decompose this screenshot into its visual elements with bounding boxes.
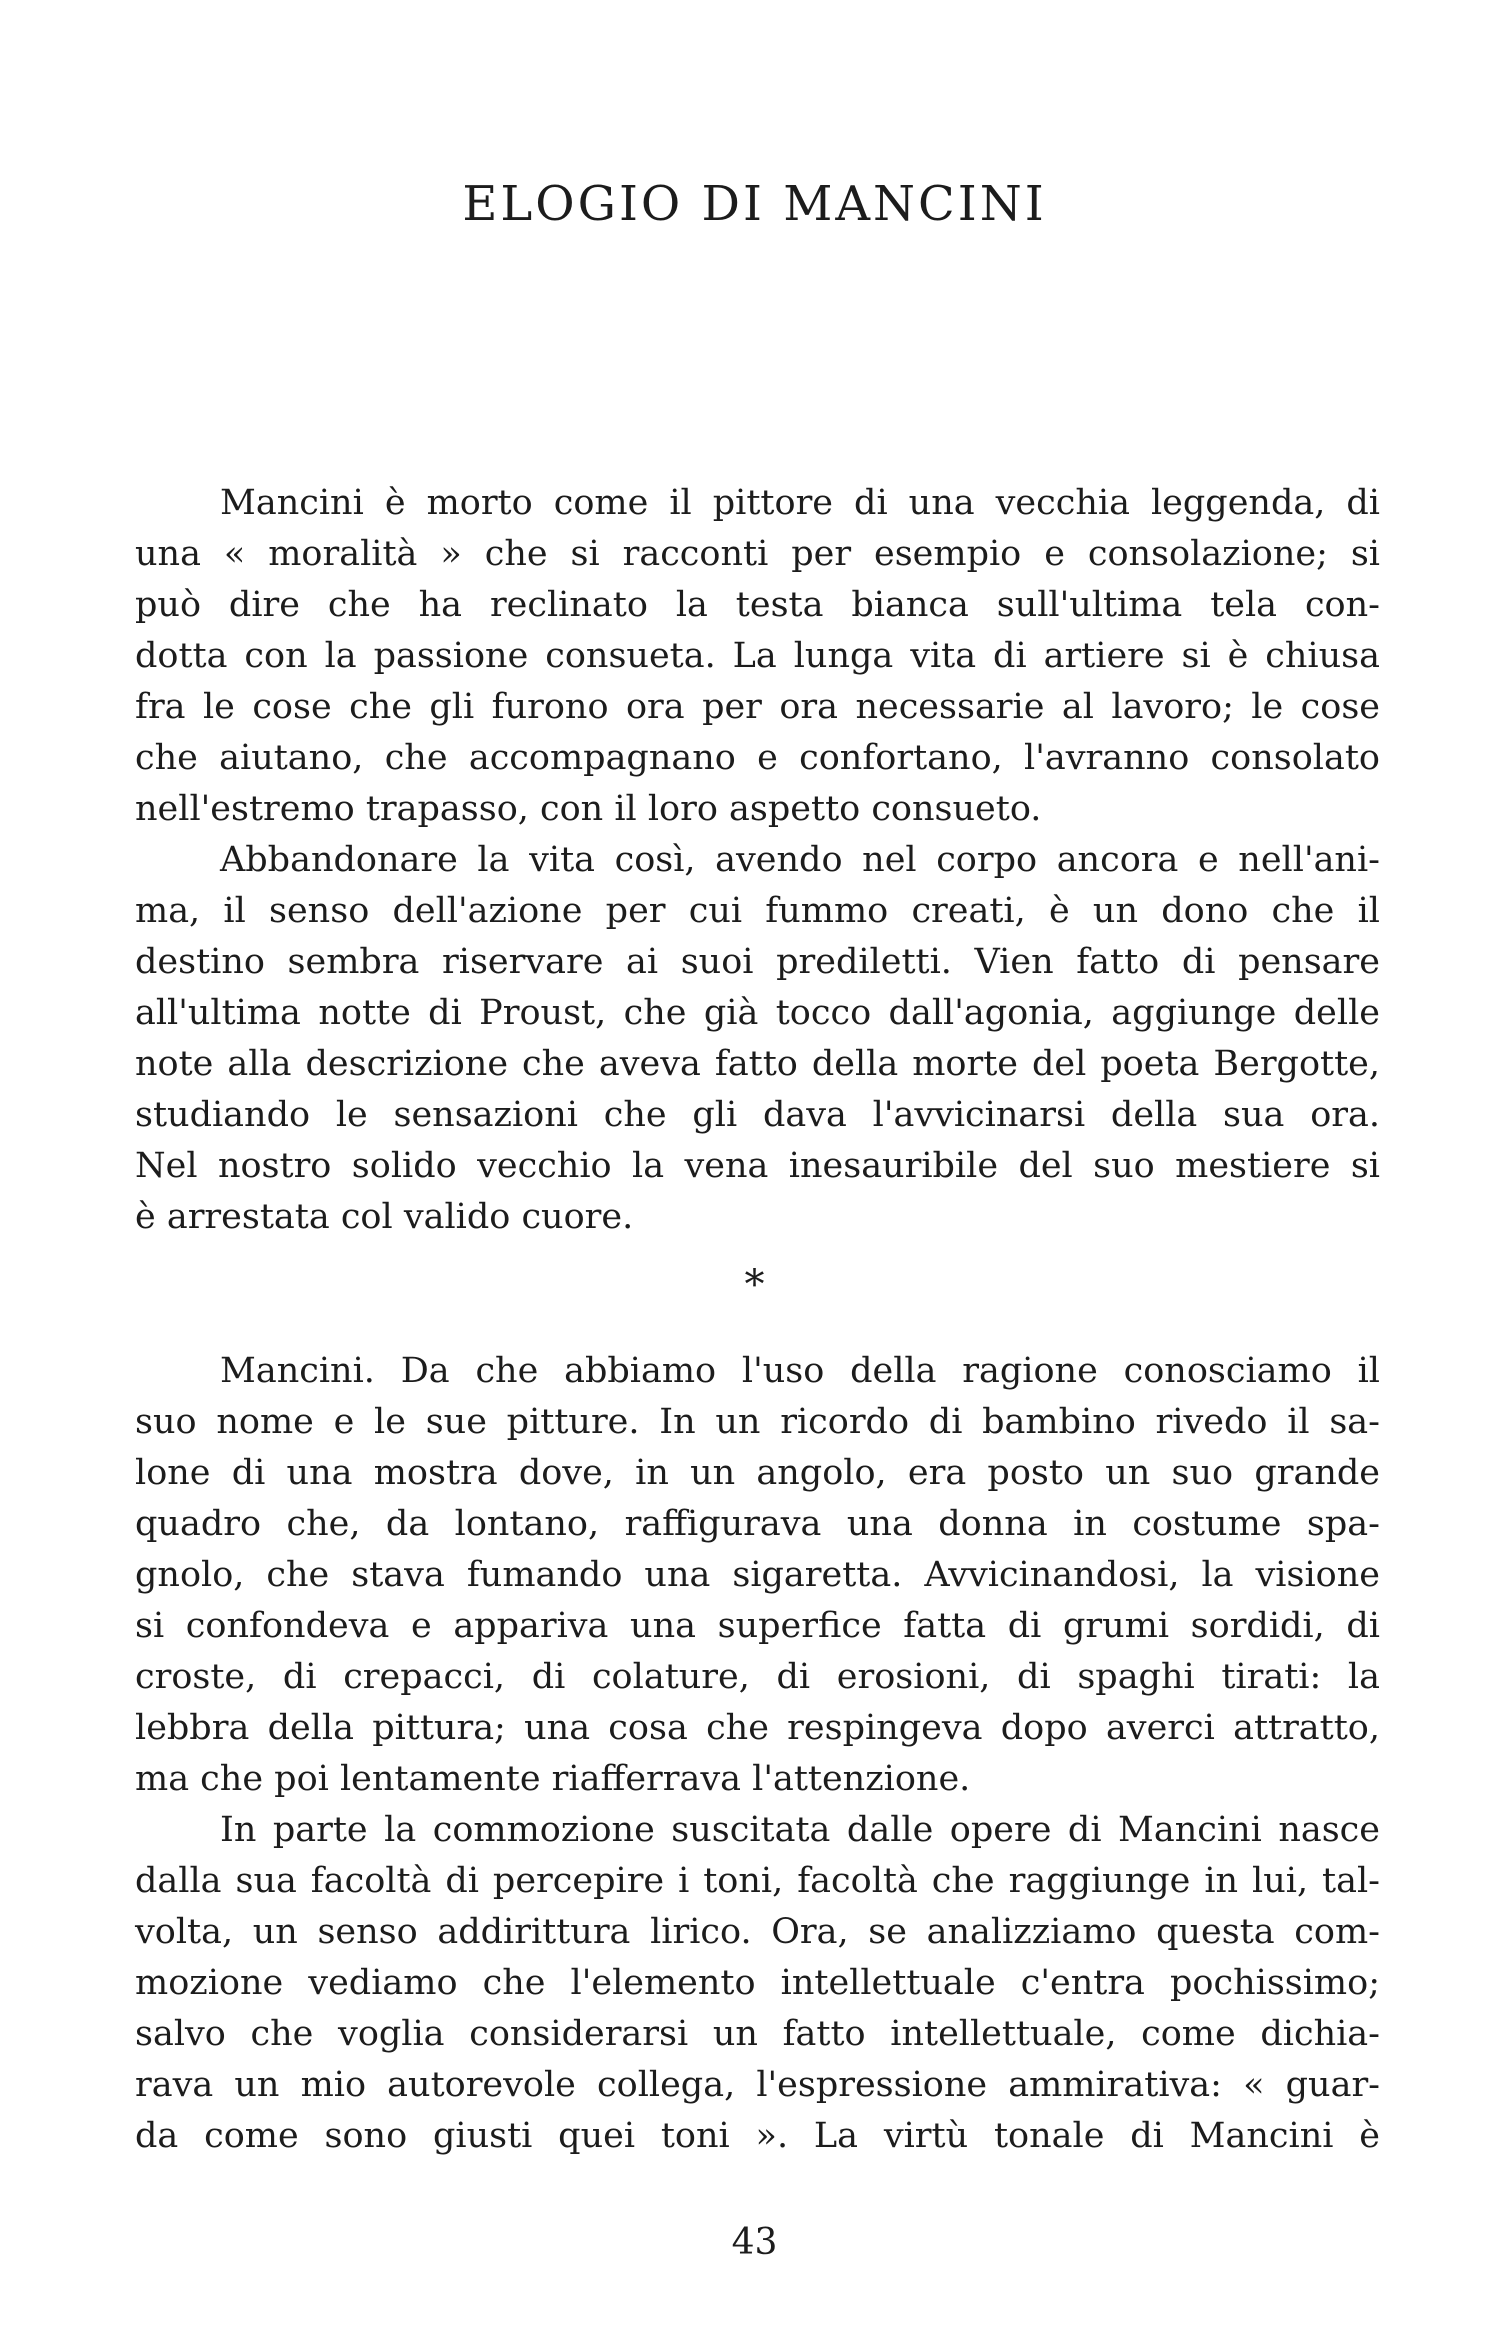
chapter-title: ELOGIO DI MANCINI [462,176,1047,232]
page-number: 43 [731,2222,778,2263]
text-line: nell'estremo trapasso, con il loro aspetto consueto. [135,789,1042,829]
text-line: studiando le sensazioni che gli dava l'avvicinarsi della sua ora. [135,1095,1380,1135]
text-line: fra le cose che gli furono ora per ora necessarie al lavoro; le cose [135,687,1380,727]
text-line: ma, il senso dell'azione per cui fummo creati, è un dono che il [135,891,1380,931]
text-line: suo nome e le sue pitture. In un ricordo di bambino rivedo il sa- [135,1402,1380,1442]
text-line: volta, un senso addirittura lirico. Ora, se analizziamo questa com- [135,1912,1380,1952]
text-line: da come sono giusti quei toni ». La virtù tonale di Mancini è [135,2116,1380,2156]
text-line: è arrestata col valido cuore. [135,1197,634,1237]
text-line: Abbandonare la vita così, avendo nel corpo ancora e nell'ani- [220,840,1380,880]
text-line: salvo che voglia considerarsi un fatto intellettuale, come dichia- [135,2014,1380,2054]
text-line: all'ultima notte di Proust, che già tocco dall'agonia, aggiunge delle [135,993,1380,1033]
text-line: ma che poi lentamente riafferrava l'attenzione. [135,1759,971,1799]
text-line: che aiutano, che accompagnano e confortano, l'avranno consolato [135,738,1380,778]
text-line: Mancini. Da che abbiamo l'uso della ragione conosciamo il [220,1351,1380,1391]
text-line: una « moralità » che si racconti per esempio e consolazione; si [135,534,1380,574]
text-line: mozione vediamo che l'elemento intellettuale c'entra pochissimo; [135,1963,1380,2003]
text-line: lebbra della pittura; una cosa che respingeva dopo averci attratto, [135,1708,1380,1748]
text-line: In parte la commozione suscitata dalle opere di Mancini nasce [220,1810,1380,1850]
section-separator: * [744,1262,765,1308]
text-line: lone di una mostra dove, in un angolo, era posto un suo grande [135,1453,1380,1493]
text-line: destino sembra riservare ai suoi prediletti. Vien fatto di pensare [135,942,1380,982]
text-line: quadro che, da lontano, raffigurava una donna in costume spa- [135,1504,1380,1544]
text-line: dotta con la passione consueta. La lunga vita di artiere si è chiusa [135,636,1380,676]
text-line: rava un mio autorevole collega, l'espressione ammirativa: « guar- [135,2065,1380,2105]
section-1-text [135,478,1380,1243]
text-line: note alla descrizione che aveva fatto della morte del poeta Bergotte, [135,1044,1380,1084]
text-line: può dire che ha reclinato la testa bianca sull'ultima tela con- [135,585,1380,625]
text-line: si confondeva e appariva una superfice fatta di grumi sordidi, di [135,1606,1380,1646]
text-line: Nel nostro solido vecchio la vena inesauribile del suo mestiere si [135,1146,1380,1186]
text-line: croste, di crepacci, di colature, di erosioni, di spaghi tirati: la [135,1657,1380,1697]
text-line: Mancini è morto come il pittore di una vecchia leggenda, di [220,483,1380,523]
text-line: dalla sua facoltà di percepire i toni, facoltà che raggiunge in lui, tal- [135,1861,1380,1901]
text-line: gnolo, che stava fumando una sigaretta. Avvicinandosi, la visione [135,1555,1380,1595]
section-2-text [135,1346,1380,2162]
